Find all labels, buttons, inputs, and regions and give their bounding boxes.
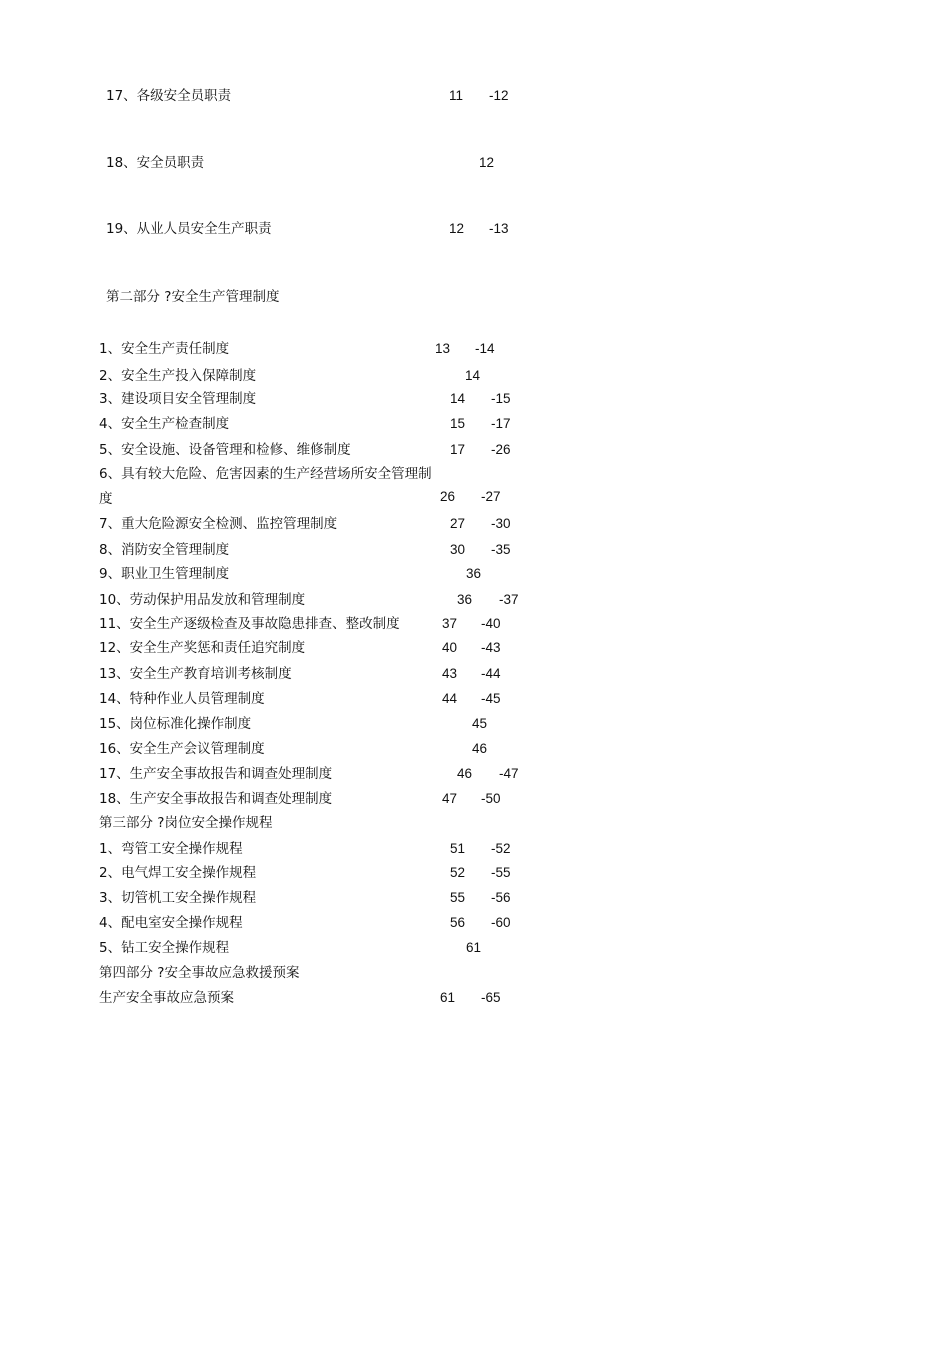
toc-entry-page-from: 14 (465, 368, 481, 383)
section-heading: 第二部分 ?安全生产管理制度 (106, 289, 280, 305)
toc-entry-page-from: 36 (457, 592, 473, 607)
toc-entry-page-to: -44 (481, 666, 501, 681)
toc-entry-label: 16、安全生产会议管理制度 (99, 741, 265, 757)
toc-entry-page-from: 46 (472, 741, 488, 756)
toc-entry-page-to: -55 (491, 865, 511, 880)
toc-entry-label: 10、劳动保护用品发放和管理制度 (99, 592, 306, 608)
toc-entry-page-to: -65 (481, 990, 501, 1005)
toc-entry-page-from: 40 (442, 640, 458, 655)
toc-entry-page-to: -27 (481, 489, 501, 504)
toc-entry-label: 4、安全生产检查制度 (99, 416, 230, 432)
toc-entry-page-to: -45 (481, 691, 501, 706)
toc-entry-page-to: -40 (481, 616, 501, 631)
toc-entry-page-from: 37 (442, 616, 458, 631)
toc-entry-page-from: 46 (457, 766, 473, 781)
toc-entry-page-to: -35 (491, 542, 511, 557)
toc-entry-page-to: -14 (475, 341, 495, 356)
toc-entry-label: 11、安全生产逐级检查及事故隐患排查、整改制度 (99, 616, 400, 632)
toc-entry-page-from: 17 (450, 442, 466, 457)
toc-entry-page-to: -26 (491, 442, 511, 457)
toc-entry-label: 17、各级安全员职责 (106, 88, 232, 104)
toc-entry-label: 4、配电室安全操作规程 (99, 915, 243, 931)
toc-entry-page-to: -43 (481, 640, 501, 655)
toc-entry-page-from: 12 (479, 155, 495, 170)
toc-entry-page-from: 36 (466, 566, 482, 581)
toc-entry-page-to: -50 (481, 791, 501, 806)
toc-entry-label: 5、钻工安全操作规程 (99, 940, 230, 956)
toc-entry-label: 15、岗位标准化操作制度 (99, 716, 252, 732)
toc-entry-page-from: 47 (442, 791, 458, 806)
toc-entry-page-from: 45 (472, 716, 488, 731)
toc-entry-page-to: -60 (491, 915, 511, 930)
toc-entry-label: 18、安全员职责 (106, 155, 205, 171)
toc-entry-page-from: 26 (440, 489, 456, 504)
toc-entry-label: 7、重大危险源安全检测、监控管理制度 (99, 516, 338, 532)
toc-entry-label: 5、安全设施、设备管理和检修、维修制度 (99, 442, 351, 458)
toc-entry-label: 9、职业卫生管理制度 (99, 566, 230, 582)
toc-entry-label: 18、生产安全事故报告和调查处理制度 (99, 791, 333, 807)
toc-entry-page-to: -12 (489, 88, 509, 103)
toc-entry-page-from: 11 (449, 88, 464, 103)
toc-entry-label: 8、消防安全管理制度 (99, 542, 230, 558)
toc-entry-label-continuation: 度 (99, 491, 113, 507)
toc-entry-page-to: -56 (491, 890, 511, 905)
toc-entry-page-from: 27 (450, 516, 466, 531)
toc-entry-label: 生产安全事故应急预案 (99, 990, 234, 1006)
toc-entry-page-from: 56 (450, 915, 466, 930)
toc-entry-page-to: -52 (491, 841, 511, 856)
section-heading: 第三部分 ?岗位安全操作规程 (99, 815, 273, 831)
toc-entry-label: 19、从业人员安全生产职责 (106, 221, 272, 237)
toc-entry-page-to: -37 (499, 592, 519, 607)
toc-entry-page-from: 52 (450, 865, 466, 880)
toc-entry-page-to: -15 (491, 391, 511, 406)
toc-entry-label: 1、弯管工安全操作规程 (99, 841, 243, 857)
toc-entry-page-from: 30 (450, 542, 466, 557)
toc-entry-page-from: 51 (450, 841, 466, 856)
toc-entry-label: 6、具有较大危险、危害因素的生产经营场所安全管理制 (99, 466, 432, 482)
toc-entry-label: 2、电气焊工安全操作规程 (99, 865, 257, 881)
toc-entry-label: 12、安全生产奖惩和责任追究制度 (99, 640, 306, 656)
section-heading: 第四部分 ?安全事故应急救援预案 (99, 965, 300, 981)
toc-entry-page-from: 43 (442, 666, 458, 681)
toc-entry-label: 17、生产安全事故报告和调查处理制度 (99, 766, 333, 782)
toc-entry-page-from: 61 (440, 990, 456, 1005)
toc-entry-label: 3、切管机工安全操作规程 (99, 890, 257, 906)
toc-entry-page-to: -30 (491, 516, 511, 531)
toc-entry-page-to: -47 (499, 766, 519, 781)
toc-entry-page-to: -13 (489, 221, 509, 236)
toc-entry-label: 13、安全生产教育培训考核制度 (99, 666, 292, 682)
toc-entry-page-from: 14 (450, 391, 466, 406)
toc-entry-page-from: 12 (449, 221, 465, 236)
toc-entry-label: 14、特种作业人员管理制度 (99, 691, 265, 707)
toc-entry-page-to: -17 (491, 416, 511, 431)
toc-entry-label: 2、安全生产投入保障制度 (99, 368, 257, 384)
toc-entry-label: 1、安全生产责任制度 (99, 341, 230, 357)
toc-entry-page-from: 44 (442, 691, 458, 706)
toc-entry-page-from: 13 (435, 341, 451, 356)
toc-entry-page-from: 15 (450, 416, 466, 431)
toc-entry-page-from: 61 (466, 940, 482, 955)
toc-entry-label: 3、建设项目安全管理制度 (99, 391, 257, 407)
toc-entry-page-from: 55 (450, 890, 466, 905)
